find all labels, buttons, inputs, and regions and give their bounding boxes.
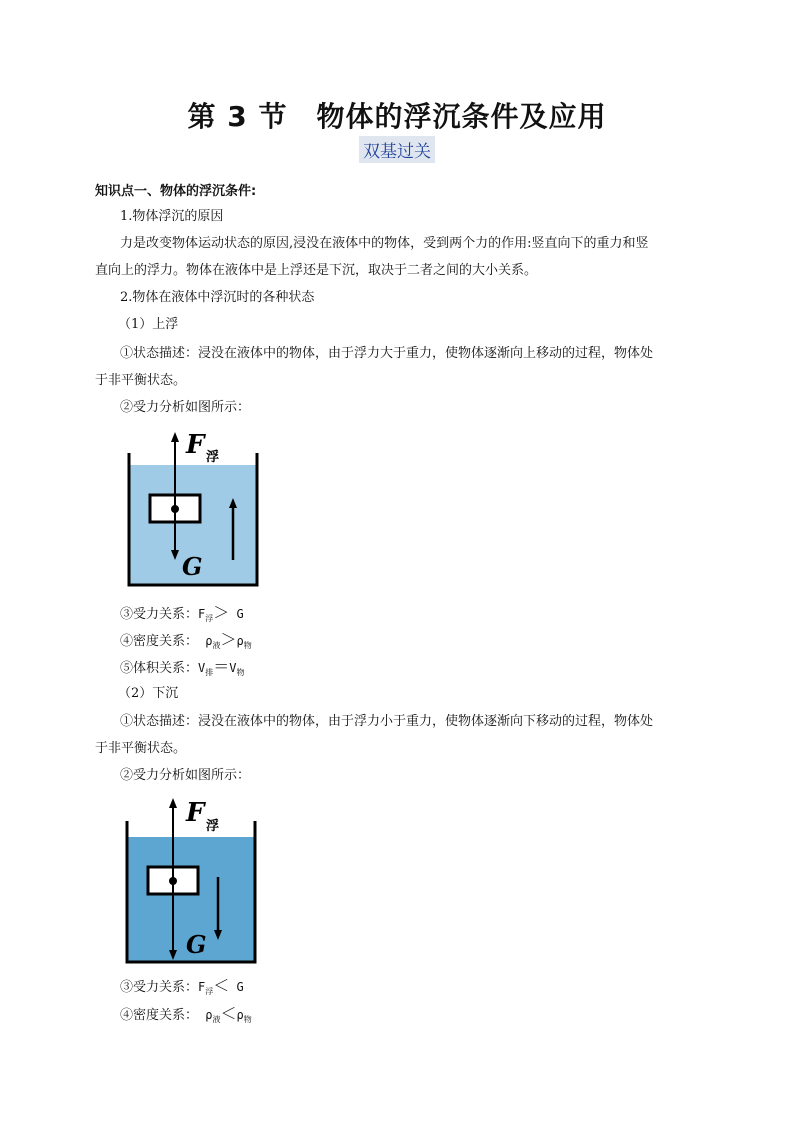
item1-text-line1: 力是改变物体运动状态的原因,浸没在液体中的物体，受到两个力的作用:竖直向下的重力和竖: [120, 236, 649, 251]
buoyancy-sub-rise: 浮: [206, 450, 220, 465]
sink-density-label: ④密度关系：: [120, 1008, 199, 1023]
item1-text-line2: 直向上的浮力。物体在液体中是上浮还是下沉，取决于二者之间的大小关系。: [95, 263, 538, 278]
page-subtitle: 双基过关: [359, 136, 435, 163]
item2-title: 2.物体在液体中浮沉时的各种状态: [120, 290, 315, 305]
rise-density-op: ＞: [220, 630, 237, 649]
sink-force-relation: [120, 976, 244, 1002]
sink-force-op: ＜: [213, 976, 230, 995]
sink-force-rhs: G: [229, 980, 244, 994]
sink-force-lhs: F: [198, 980, 206, 994]
gravity-label-sink: G: [186, 930, 207, 959]
rise-force-rhs: G: [229, 607, 244, 621]
sink-force-label: ③受力关系：: [120, 980, 199, 995]
sink-density-relation: [120, 1004, 252, 1030]
rise-force-label: ③受力关系：: [120, 607, 199, 622]
sink-density-rhs: ρ: [236, 1008, 244, 1022]
rise-force-relation: [120, 603, 244, 629]
rise-volume-label: ⑤体积关系：: [120, 661, 199, 676]
page-title: 第 3 节 物体的浮沉条件及应用: [187, 100, 607, 133]
rise-volume-lhs-sub: 排: [205, 668, 214, 677]
rise-density-lhs-sub: 液: [212, 641, 221, 650]
buoyancy-label-sink: F: [186, 798, 205, 828]
sink-desc-line2: 于非平衡状态。: [95, 741, 187, 756]
gravity-label-rise: G: [182, 552, 203, 581]
rise-analysis: ②受力分析如图所示：: [120, 400, 251, 415]
subtitle-container: [0, 136, 794, 163]
rise-density-relation: [120, 630, 252, 656]
rise-density-rhs-sub: 物: [243, 641, 252, 650]
center-dot-sink: [169, 877, 177, 885]
item1-title: 1.物体浮沉的原因: [120, 209, 224, 224]
rise-density-label: ④密度关系：: [120, 634, 199, 649]
rise-density-lhs: ρ: [198, 634, 213, 648]
rise-heading: （1）上浮: [118, 317, 179, 332]
sink-density-lhs: ρ: [198, 1008, 213, 1022]
rise-desc-line1: ①状态描述：浸没在液体中的物体，由于浮力大于重力，使物体逐渐向上移动的过程，物体处: [120, 346, 654, 361]
sink-desc-line1: ①状态描述：浸没在液体中的物体，由于浮力小于重力，使物体逐渐向下移动的过程，物体处: [120, 714, 654, 729]
sink-density-rhs-sub: 物: [243, 1015, 252, 1024]
sink-force-lhs-sub: 浮: [205, 987, 214, 996]
buoyancy-sub-sink: 浮: [206, 819, 220, 834]
sink-heading: （2）下沉: [118, 686, 179, 701]
section-heading: 知识点一、物体的浮沉条件:: [95, 184, 257, 199]
sink-analysis: ②受力分析如图所示：: [120, 768, 251, 783]
center-dot-rise: [171, 505, 179, 513]
sink-density-lhs-sub: 液: [212, 1015, 221, 1024]
rise-volume-lhs: V: [198, 661, 206, 675]
sink-density-op: ＜: [220, 1004, 237, 1023]
rise-force-op: ＞: [213, 603, 230, 622]
rise-volume-relation: [120, 657, 245, 683]
rise-volume-rhs-sub: 物: [236, 668, 245, 677]
rise-volume-rhs: V: [229, 661, 237, 675]
rise-force-lhs: F: [198, 607, 206, 621]
rise-volume-op: ＝: [213, 657, 230, 676]
buoyancy-label-rise: F: [186, 430, 205, 460]
rise-density-rhs: ρ: [236, 634, 244, 648]
rise-desc-line2: 于非平衡状态。: [95, 373, 187, 388]
rise-force-lhs-sub: 浮: [205, 614, 214, 623]
sink-diagram: [120, 795, 270, 970]
rise-diagram: [120, 425, 270, 595]
